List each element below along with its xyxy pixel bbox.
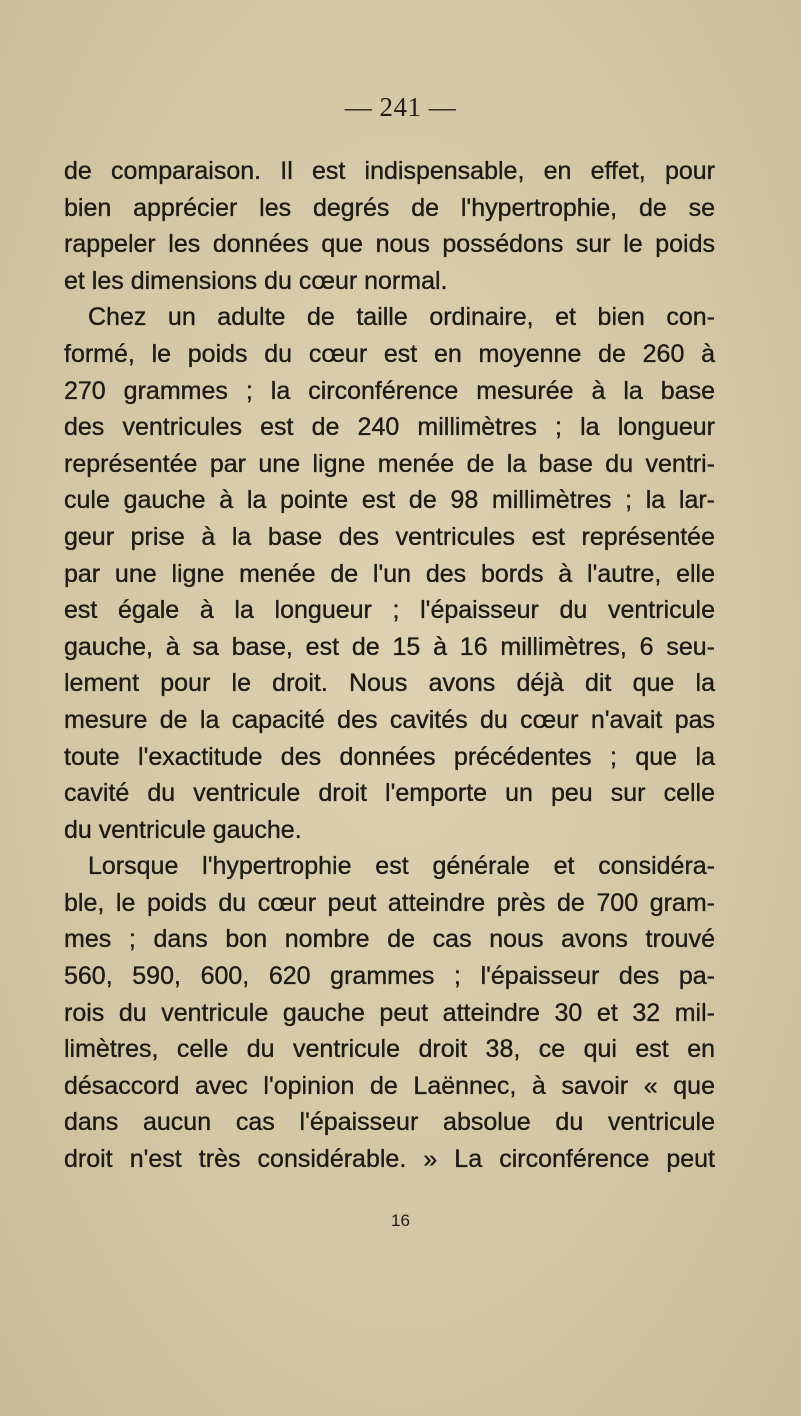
text-line: cule gauche à la pointe est de 98 millimètres ; la lar-	[64, 486, 715, 515]
signature-mark: 16	[391, 1211, 410, 1230]
page-number-header: — 241 —	[344, 92, 457, 122]
text-line: Lorsque l'hypertrophie est générale et considéra-	[88, 852, 715, 881]
text-line: toute l'exactitude des données précédentes ; que la	[64, 742, 715, 771]
text-line: cavité du ventricule droit l'emporte un peu sur celle	[64, 779, 715, 808]
text-line: rappeler les données que nous possédons sur le poids	[64, 230, 715, 259]
text-line: est égale à la longueur ; l'épaisseur du ventricule	[64, 596, 715, 625]
text-line: 270 grammes ; la circonférence mesurée à la base	[64, 376, 715, 405]
text-line: par une ligne menée de l'un des bords à l'autre, elle	[64, 559, 715, 588]
text-line: mes ; dans bon nombre de cas nous avons trouvé	[64, 925, 715, 954]
body-text	[64, 153, 715, 1178]
text-line: bien apprécier les degrés de l'hypertrophie, de se	[64, 193, 715, 222]
text-line: 560, 590, 600, 620 grammes ; l'épaisseur des pa-	[64, 962, 715, 991]
text-line: mesure de la capacité des cavités du cœur n'avait pas	[64, 705, 715, 734]
text-line: gauche, à sa base, est de 15 à 16 millimètres, 6 seu-	[64, 632, 715, 661]
text-line: représentée par une ligne menée de la base du ventri-	[64, 449, 715, 478]
text-line: limètres, celle du ventricule droit 38, ce qui est en	[64, 1035, 715, 1064]
text-line: dans aucun cas l'épaisseur absolue du ventricule	[64, 1108, 715, 1137]
text-line: Chez un adulte de taille ordinaire, et bien con-	[88, 303, 715, 332]
text-line: de comparaison. Il est indispensable, en effet, pour	[64, 157, 715, 185]
text-line: geur prise à la base des ventricules est représentée	[64, 522, 715, 551]
text-line: droit n'est très considérable. » La circonférence peut	[64, 1145, 715, 1174]
text-line: lement pour le droit. Nous avons déjà dit que la	[64, 669, 715, 698]
text-line: formé, le poids du cœur est en moyenne de 260 à	[64, 339, 715, 368]
text-line: du ventricule gauche.	[64, 815, 302, 844]
text-line: rois du ventricule gauche peut atteindre 30 et 32 mil-	[64, 998, 715, 1027]
text-line: des ventricules est de 240 millimètres ; la longueur	[64, 413, 715, 442]
text-line: ble, le poids du cœur peut atteindre près de 700 gram-	[64, 888, 715, 917]
text-line: et les dimensions du cœur normal.	[64, 266, 448, 295]
text-line: désaccord avec l'opinion de Laënnec, à savoir « que	[64, 1071, 715, 1100]
